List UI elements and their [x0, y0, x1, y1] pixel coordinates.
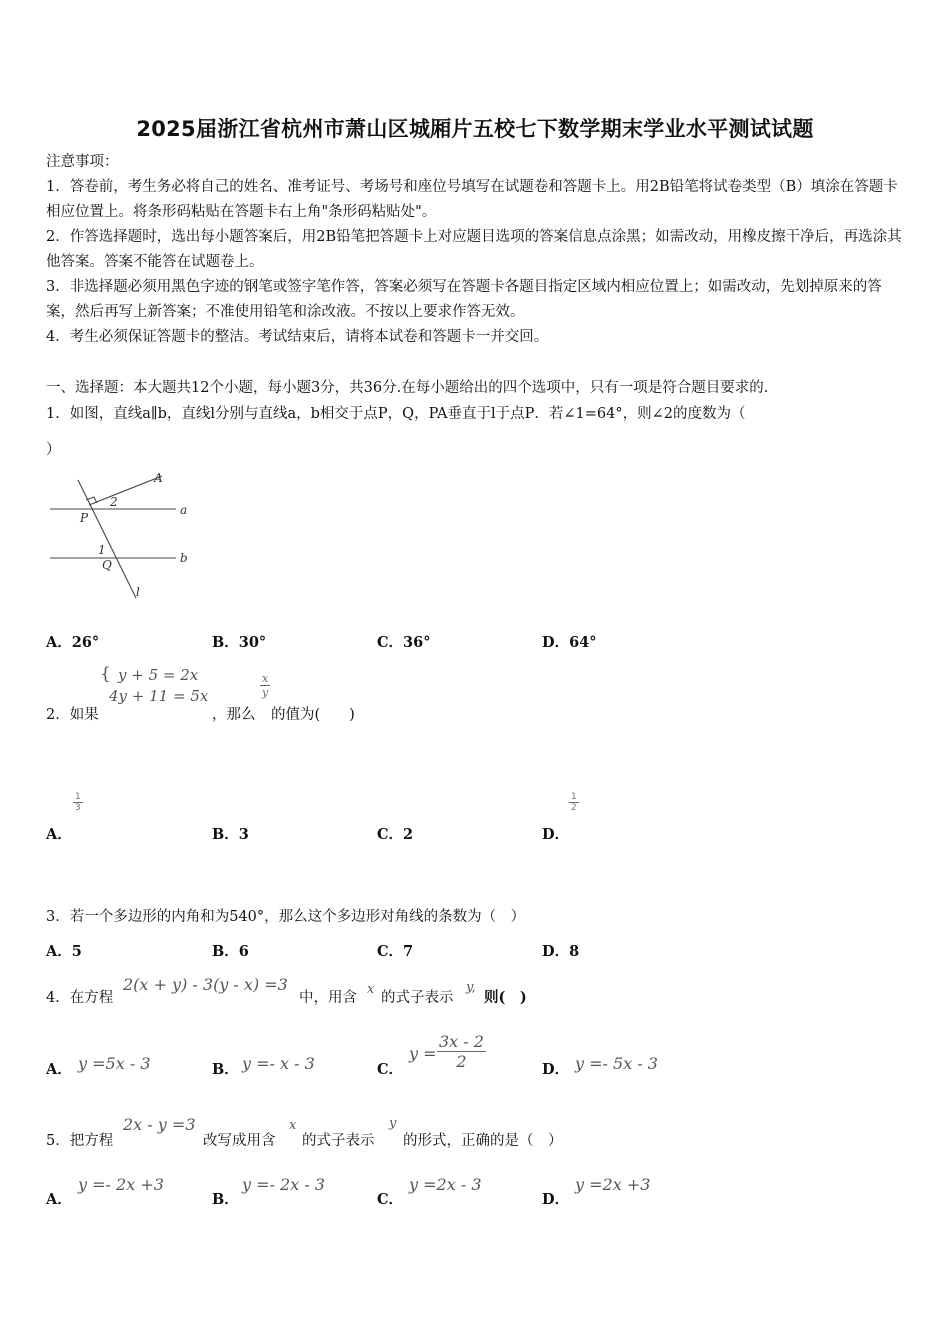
q2-option-c: C．2 — [377, 826, 414, 843]
question-text: 若一个多边形的内角和为540°，那么这个多边形对角线的条数为（ ） — [69, 909, 526, 925]
question-5-mid: 改写成用含 — [203, 1133, 276, 1149]
q4-option-d-expr: y =- 5x - 3 — [575, 1054, 658, 1073]
question-number: 4． — [46, 990, 70, 1006]
notice-item: 1．答卷前，考生务必将自己的姓名、准考证号、考场号和座位号填写在试题卷和答题卡上。用2B铅笔将试卷类型（B）填涂在答题卡相应位置上。将条形码粘贴在答题卡右上角"条形码粘贴处"。 — [46, 179, 898, 220]
question-5: 5．把方程 — [46, 1133, 114, 1149]
q4-var-y: y, — [466, 980, 476, 995]
page-title: 2025届浙江省杭州市萧山区城厢片五校七下数学期末学业水平测试试题 — [136, 117, 814, 141]
question-1-tail: ） — [46, 442, 61, 458]
label-a: a — [180, 503, 188, 517]
question-4-mid2: 的式子表示 — [381, 990, 454, 1006]
label-b: b — [180, 551, 188, 565]
q4-option-d: D． — [542, 1061, 570, 1078]
q2-option-d-fraction: $\frac{1}{2}$ — [571, 792, 577, 813]
q2-option-a-fraction: $\frac{1}{3}$ — [75, 792, 81, 813]
question-5-post: 的形式，正确的是（ ） — [403, 1133, 563, 1149]
q4-option-c: C． — [377, 1061, 404, 1078]
label-P: P — [80, 511, 89, 525]
system-brace: { — [100, 664, 111, 684]
q2-option-b: B．3 — [212, 826, 249, 843]
q4-var-x: x — [367, 982, 375, 997]
label-l: l — [136, 585, 140, 599]
q1-option-c: C．36° — [377, 634, 431, 651]
q4-equation: 2(x + y) - 3(y - x) =3 — [123, 975, 288, 994]
q5-equation: 2x - y =3 — [123, 1115, 196, 1134]
q2-option-a: A． — [46, 826, 72, 843]
notice-item: 3．非选择题必须用黑色字迹的钢笔或签字笔作答，答案必须写在答题卡各题目指定区域内相应位置上；如需改动，先划掉原来的答案，然后再写上新答案；不准使用铅笔和涂改液。不按以上要求作答无效。 — [46, 279, 882, 320]
q5-option-c-expr: y =2x - 3 — [409, 1175, 482, 1194]
q5-var-y: y — [389, 1116, 397, 1131]
q3-option-c: C．7 — [377, 943, 414, 960]
ray-pa — [89, 476, 162, 505]
q1-option-b: B．30° — [212, 634, 267, 651]
q5-option-c: C． — [377, 1191, 404, 1208]
label-2: 2 — [110, 495, 118, 509]
q5-option-b: B． — [212, 1191, 239, 1208]
question-5-mid2: 的式子表示 — [302, 1133, 375, 1149]
question-2-post: 的值为( ) — [271, 707, 355, 723]
label-A: A — [154, 471, 163, 485]
label-Q: Q — [102, 558, 112, 572]
q1-option-d: D．64° — [542, 634, 597, 651]
q5-option-a-expr: y =- 2x +3 — [78, 1175, 164, 1194]
q1-figure — [46, 468, 206, 604]
q4-option-a: A． — [46, 1061, 72, 1078]
q4-option-b: B． — [212, 1061, 239, 1078]
question-number: 5． — [46, 1133, 70, 1149]
q5-var-x: x — [289, 1118, 297, 1133]
question-4: 4．在方程 — [46, 990, 114, 1006]
equation-1: y + 5 = 2x — [118, 666, 199, 684]
equation-2: 4y + 11 = 5x — [109, 687, 209, 705]
question-number: 3． — [46, 909, 70, 925]
question-4-mid: 中，用含 — [299, 990, 357, 1006]
question-2-mid: ，那么 — [212, 707, 256, 723]
notice-heading: 注意事项： — [46, 154, 119, 170]
q4-option-c-lhs: y = — [409, 1044, 437, 1063]
question-3 — [46, 905, 525, 926]
q5-option-d-expr: y =2x +3 — [575, 1175, 651, 1194]
q5-option-d: D． — [542, 1191, 570, 1208]
q5-option-b-expr: y =- 2x - 3 — [242, 1175, 325, 1194]
question-4-post: 则( ) — [484, 989, 527, 1006]
q2-option-d: D． — [542, 826, 570, 843]
q3-option-d: D．8 — [542, 943, 580, 960]
question-1 — [46, 402, 745, 423]
question-number: 1． — [46, 406, 70, 422]
section-heading: 一、选择题：本大题共12个小题，每小题3分，共36分.在每小题给出的四个选项中，只有一项是符合题目要求的. — [46, 380, 769, 396]
x-over-y-fraction: $\frac{x}{y}$ — [262, 672, 269, 699]
q5-option-a: A． — [46, 1191, 72, 1208]
label-1: 1 — [98, 543, 106, 557]
notice-block — [46, 150, 906, 350]
question-number: 2． — [46, 707, 70, 723]
q3-option-b: B．6 — [212, 943, 249, 960]
q3-option-a: A．5 — [46, 943, 82, 960]
q4-option-c-fraction: $\frac{3x - 2}{2}$ — [439, 1032, 484, 1071]
q4-option-a-expr: y =5x - 3 — [78, 1054, 151, 1073]
q1-option-a: A．26° — [46, 634, 100, 651]
question-text: 如图，直线a∥b，直线l分别与直线a，b相交于点P，Q，PA垂直于l于点P．若∠1=64°，则∠2的度数为（ — [69, 406, 746, 422]
q4-option-b-expr: y =- x - 3 — [242, 1054, 315, 1073]
question-2: 2．如果 — [46, 707, 99, 723]
notice-item: 2．作答选择题时，选出每小题答案后，用2B铅笔把答题卡上对应题目选项的答案信息点涂黑；如需改动，用橡皮擦干净后，再选涂其他答案。答案不能答在试题卷上。 — [46, 229, 902, 270]
notice-item: 4．考生必须保证答题卡的整洁。考试结束后，请将本试卷和答题卡一并交回。 — [46, 329, 549, 345]
